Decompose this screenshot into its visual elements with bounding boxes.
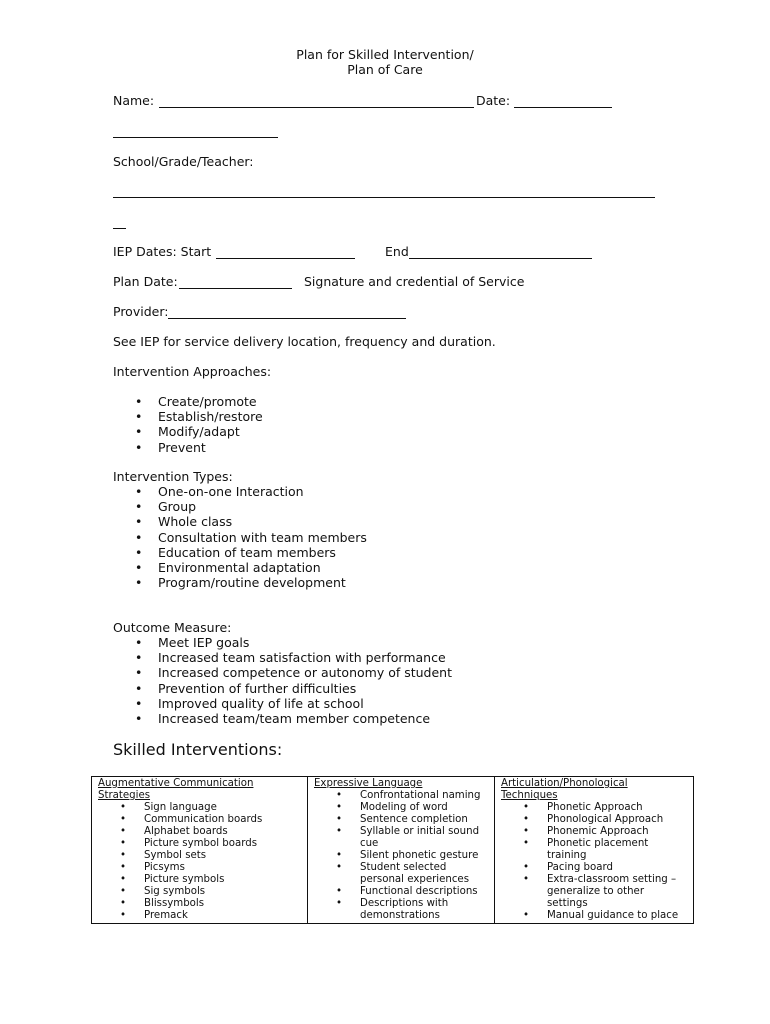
list-item: • Picture symbols (98, 874, 301, 886)
school-grade-teacher-blank[interactable] (113, 197, 655, 198)
column-articulation-phonological (495, 777, 694, 924)
date-blank[interactable] (514, 107, 612, 108)
date-label: Date: (476, 93, 511, 108)
augmentative-list (98, 802, 301, 922)
column-title: Strategies (98, 790, 151, 801)
list-item: • Phonetic placement training (501, 838, 687, 862)
column-title: Expressive Language (314, 778, 423, 789)
list-item: • Student selected personal experiences (314, 862, 488, 886)
approaches-list (113, 394, 263, 455)
approaches-heading: Intervention Approaches: (113, 364, 272, 379)
column-title: Augmentative Communication (98, 778, 254, 789)
list-item: • Environmental adaptation (113, 560, 367, 575)
table-row (92, 777, 694, 924)
list-item: • One-on-one Interaction (113, 484, 367, 499)
outcomes-list (113, 635, 452, 726)
list-item: • Phonetic Approach (501, 802, 687, 814)
list-item: • Modify/adapt (113, 424, 263, 439)
school-grade-teacher-label: School/Grade/Teacher: (113, 154, 254, 169)
name-blank[interactable] (159, 107, 474, 108)
list-item: • Consultation with team members (113, 530, 367, 545)
column-augmentative-communication (92, 777, 308, 924)
column-title: Techniques (501, 790, 558, 801)
list-item: • Create/promote (113, 394, 263, 409)
provider-blank[interactable] (168, 318, 406, 319)
list-item: • Group (113, 499, 367, 514)
iep-start-blank[interactable] (216, 258, 355, 259)
list-item: • Program/routine development (113, 575, 367, 590)
skilled-interventions-heading: Skilled Interventions: (113, 740, 283, 759)
name-continuation-blank[interactable] (113, 137, 278, 138)
list-item: • Picsyms (98, 862, 301, 874)
list-item: • Functional descriptions (314, 886, 488, 898)
column-title: Articulation/Phonological (501, 778, 628, 789)
list-item: • Establish/restore (113, 409, 263, 424)
provider-label: Provider: (113, 304, 169, 319)
list-item: • Phonemic Approach (501, 826, 687, 838)
iep-end-label: End (385, 244, 409, 259)
list-item: • Silent phonetic gesture (314, 850, 488, 862)
list-item: • Prevent (113, 440, 263, 455)
list-item: • Improved quality of life at school (113, 696, 452, 711)
list-item: • Increased team/team member competence (113, 711, 452, 726)
list-item: • Picture symbol boards (98, 838, 301, 850)
list-item: • Meet IEP goals (113, 635, 452, 650)
list-item: • Confrontational naming (314, 790, 488, 802)
signature-label: Signature and credential of Service (304, 274, 525, 289)
list-item: • Increased team satisfaction with performance (113, 650, 452, 665)
school-continuation-blank[interactable] (113, 228, 126, 229)
skilled-interventions-table (91, 776, 694, 924)
list-item: • Pacing board (501, 862, 687, 874)
list-item: • Extra-classroom setting – generalize to other settings (501, 874, 687, 910)
list-item: • Sig symbols (98, 886, 301, 898)
document-title-line1: Plan for Skilled Intervention/ (296, 47, 474, 62)
iep-end-blank[interactable] (409, 258, 592, 259)
column-expressive-language (308, 777, 495, 924)
see-iep-note: See IEP for service delivery location, frequency and duration. (113, 334, 496, 349)
document-title-line2: Plan of Care (347, 62, 423, 77)
list-item: • Alphabet boards (98, 826, 301, 838)
outcomes-heading: Outcome Measure: (113, 620, 232, 635)
list-item: • Education of team members (113, 545, 367, 560)
list-item: • Modeling of word (314, 802, 488, 814)
list-item: • Symbol sets (98, 850, 301, 862)
plan-date-blank[interactable] (179, 288, 292, 289)
list-item: • Premack (98, 910, 301, 922)
list-item: • Manual guidance to place (501, 910, 687, 922)
expressive-list (314, 790, 488, 922)
list-item: • Sign language (98, 802, 301, 814)
list-item: • Prevention of further difficulties (113, 681, 452, 696)
list-item: • Increased competence or autonomy of student (113, 665, 452, 680)
list-item: • Phonological Approach (501, 814, 687, 826)
list-item: • Whole class (113, 514, 367, 529)
list-item: • Descriptions with demonstrations (314, 898, 488, 922)
name-label: Name: (113, 93, 155, 108)
articulation-list (501, 802, 687, 922)
list-item: • Syllable or initial sound cue (314, 826, 488, 850)
list-item: • Blissymbols (98, 898, 301, 910)
plan-date-label: Plan Date: (113, 274, 178, 289)
types-heading: Intervention Types: (113, 469, 233, 484)
list-item: • Communication boards (98, 814, 301, 826)
iep-start-label: IEP Dates: Start (113, 244, 212, 259)
types-list (113, 484, 367, 590)
list-item: • Sentence completion (314, 814, 488, 826)
